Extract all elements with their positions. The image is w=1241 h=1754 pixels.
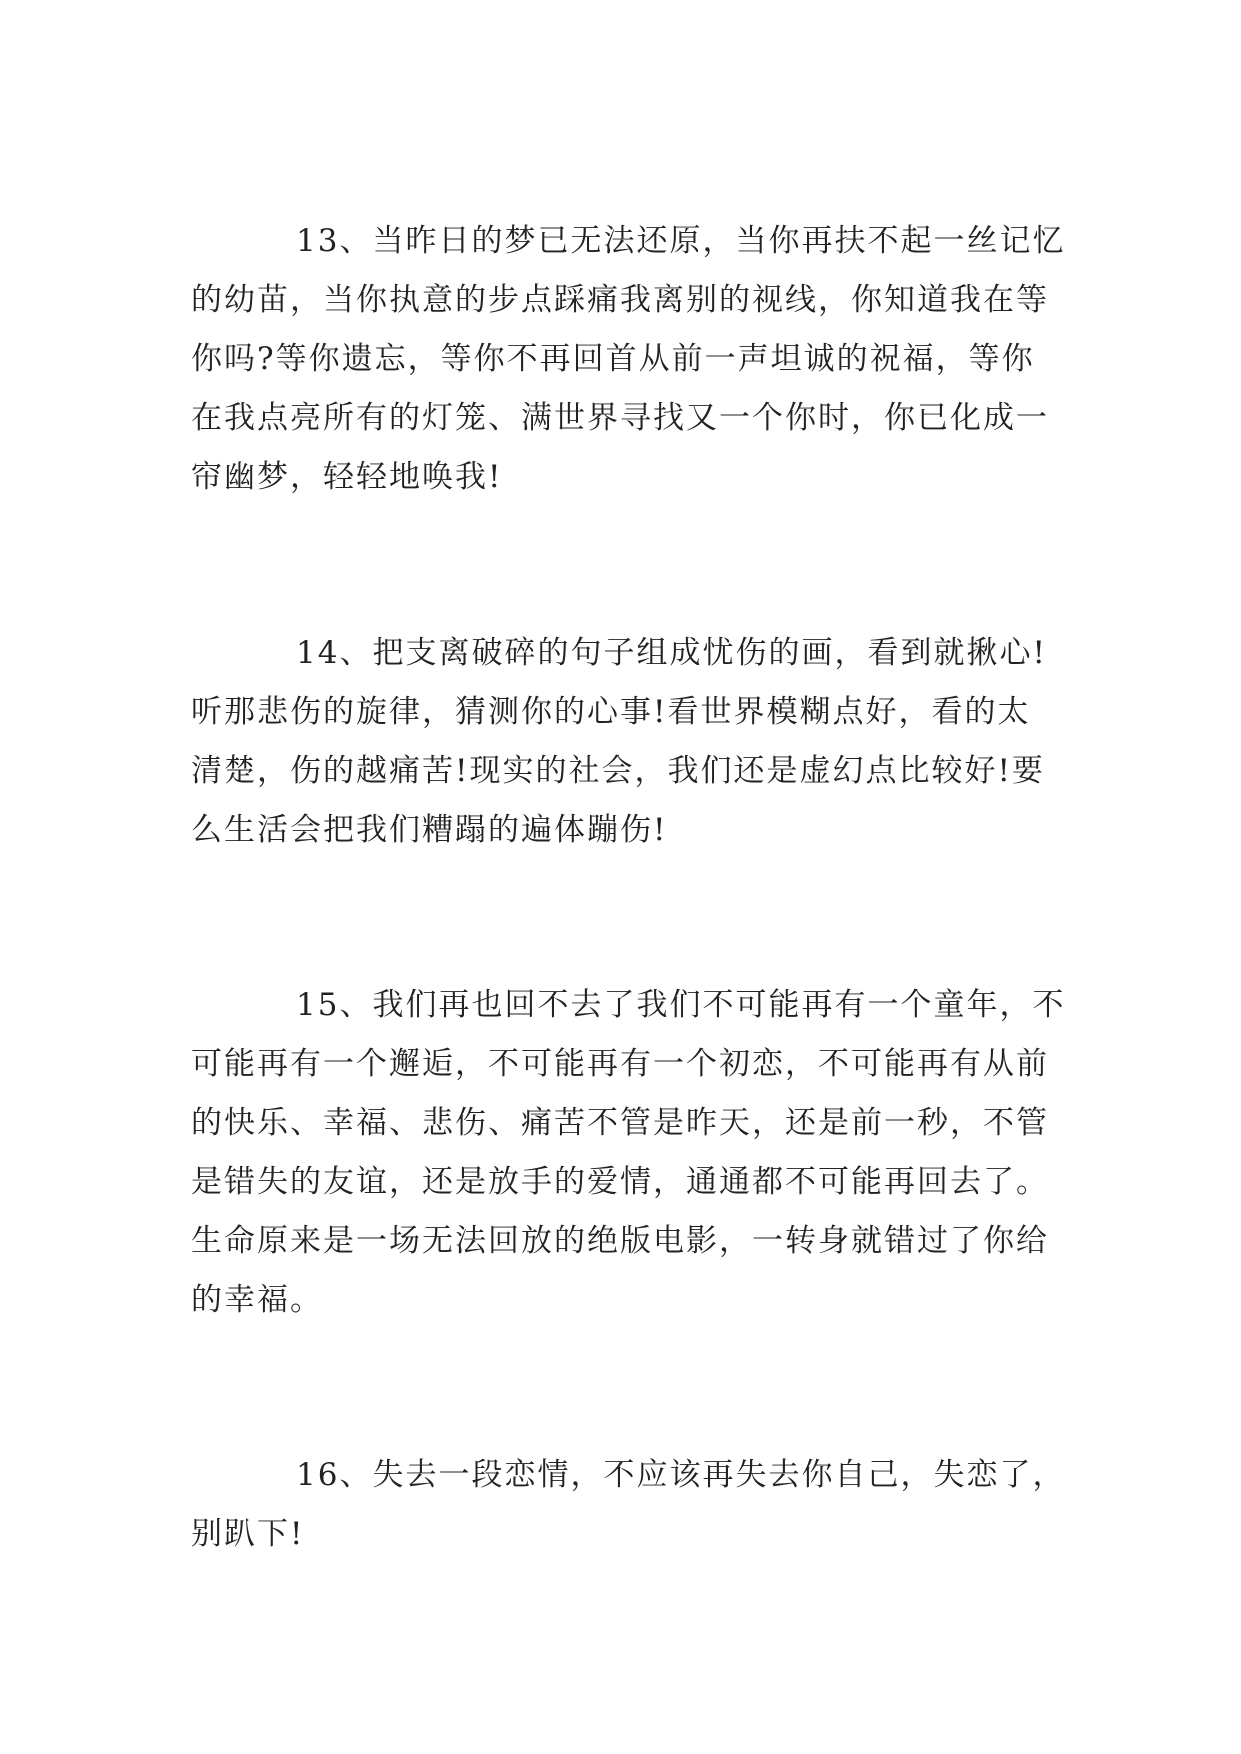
paragraph-line: 么生活会把我们糟蹋的遍体蹦伤! [191, 812, 668, 848]
paragraph-line: 帘幽梦，轻轻地唤我! [191, 459, 503, 495]
paragraph-line: 别趴下! [191, 1516, 305, 1552]
paragraph-line: 16、失去一段恋情，不应该再失去你自己，失恋了， [296, 1457, 1066, 1493]
paragraph-line: 清楚，伤的越痛苦!现实的社会，我们还是虚幻点比较好!要 [191, 753, 1045, 789]
paragraph-line: 在我点亮所有的灯笼、满世界寻找又一个你时，你已化成一 [191, 400, 1049, 436]
paragraph-line: 的快乐、幸福、悲伤、痛苦不管是昨天，还是前一秒，不管 [191, 1105, 1049, 1141]
paragraph-line: 15、我们再也回不去了我们不可能再有一个童年，不 [296, 987, 1066, 1023]
paragraph-line: 14、把支离破碎的句子组成忧伤的画，看到就揪心! [296, 635, 1047, 671]
paragraph-14 [191, 624, 1061, 860]
paragraph-line: 的幸福。 [191, 1282, 323, 1318]
paragraph-line: 你吗?等你遗忘，等你不再回首从前一声坦诚的祝福，等你 [191, 341, 1035, 377]
paragraph-13 [191, 212, 1066, 507]
paragraph-line: 生命原来是一场无法回放的绝版电影，一转身就错过了你给 [191, 1223, 1049, 1259]
paragraph-15 [191, 976, 1066, 1330]
paragraph-line: 听那悲伤的旋律，猜测你的心事!看世界模糊点好，看的太 [191, 694, 1031, 730]
paragraph-16 [191, 1446, 1066, 1564]
paragraph-line: 是错失的友谊，还是放手的爱情，通通都不可能再回去了。 [191, 1164, 1049, 1200]
paragraph-line: 的幼苗，当你执意的步点踩痛我离别的视线，你知道我在等 [191, 282, 1049, 318]
paragraph-line: 可能再有一个邂逅，不可能再有一个初恋，不可能再有从前 [191, 1046, 1049, 1082]
paragraph-line: 13、当昨日的梦已无法还原，当你再扶不起一丝记忆 [296, 223, 1066, 259]
